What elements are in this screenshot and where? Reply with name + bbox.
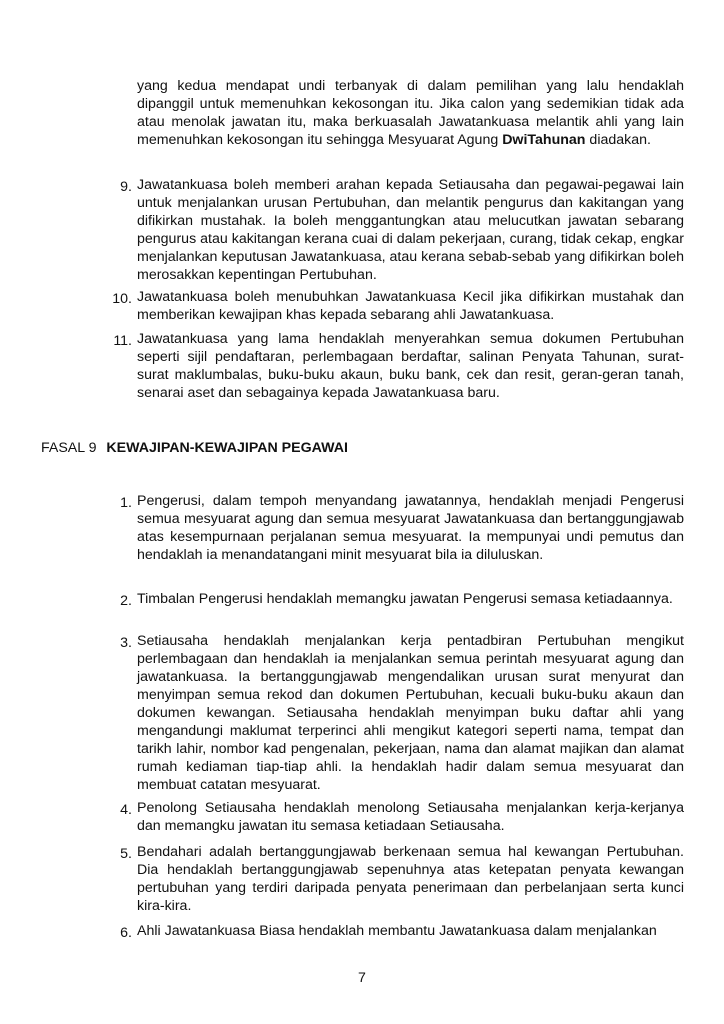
list-number: 9. [120, 179, 132, 195]
paragraph-text: diadakan. [585, 132, 651, 148]
list-text: Ahli Jawatankuasa Biasa hendaklah membantu Jawatankuasa dalam menjalankan [137, 923, 657, 939]
bold-term: DwiTahunan [502, 132, 586, 148]
continuation-paragraph [137, 77, 684, 149]
list-text: Jawatankuasa yang lama hendaklah menyerahkan semua dokumen Pertubuhan seperti sijil pendaftaran, perlembagaan berdaftar, salinan Penyata Tahunan, surat-surat maklumbalas, buku-buku akaun, buku bank, cek dan resit, geran-geran tanah, senarai aset dan sebagainya kepada Jawatankuasa baru. [137, 331, 684, 401]
section-title: KEWAJIPAN-KEWAJIPAN PEGAWAI [106, 440, 348, 456]
page-number: 7 [358, 970, 366, 986]
list-number: 4. [120, 802, 132, 818]
list-item-2 [100, 590, 684, 608]
list-item-11 [100, 330, 684, 402]
list-text: Penolong Setiausaha hendaklah menolong Setiausaha menjalankan kerja-kerjanya dan memangku jawatan itu semasa ketiadaan Setiausaha. [137, 800, 684, 834]
section-heading [41, 440, 348, 456]
list-item-9 [100, 176, 684, 284]
list-text: Jawatankuasa boleh menubuhkan Jawatankuasa Kecil jika difikirkan mustahak dan memberikan kewajipan khas kepada sebarang ahli Jawatankuasa. [137, 289, 684, 323]
section-label: FASAL 9 [41, 440, 97, 456]
paragraph-text: yang kedua mendapat undi terbanyak di dalam pemilihan yang lalu hendaklah dipanggil untuk memenuhkan kekosongan itu. Jika calon yang sedemikian tidak ada atau menolak jawatan itu, maka berkuasalah Jawatankuasa melantik ahli yang lain memenuhkan kekosongan itu sehingga Mesyuarat Agung [137, 78, 684, 148]
list-number: 10. [112, 291, 132, 307]
list-text: Bendahari adalah bertanggungjawab berkenaan semua hal kewangan Pertubuhan. Dia hendaklah bertanggungjawab sepenuhnya atas ketepatan penyata kewangan pertubuhan yang terdiri daripada penyata penerimaan dan perbelanjaan serta kunci kira-kira. [137, 844, 684, 914]
list-item-1 [100, 492, 684, 564]
list-text: Pengerusi, dalam tempoh menyandang jawatannya, hendaklah menjadi Pengerusi semua mesyuarat agung dan semua mesyuarat Jawatankuasa dan bertanggungjawab atas kesempurnaan perjalanan semua mesyuarat. Ia mempunyai undi pemutus dan hendaklah ia menandatangani minit mesyuarat bila ia diluluskan. [137, 493, 684, 563]
list-item-10 [100, 288, 684, 324]
list-number: 11. [113, 333, 132, 349]
list-number: 3. [120, 635, 132, 651]
list-text: Timbalan Pengerusi hendaklah memangku jawatan Pengerusi semasa ketiadaannya. [137, 591, 673, 607]
list-number: 6. [120, 925, 132, 941]
list-number: 1. [120, 495, 132, 511]
list-item-5 [100, 843, 684, 915]
list-number: 5. [120, 846, 132, 862]
list-text: Setiausaha hendaklah menjalankan kerja pentadbiran Pertubuhan mengikut perlembagaan dan hendaklah ia menjalankan semua perintah mesyuarat agung dan jawatankuasa. Ia bertanggungjawab mengendalikan urusan surat menyurat dan menyimpan semua rekod dan dokumen Pertubuhan, kecuali buku-buku akaun dan dokumen kewangan. Setiausaha hendaklah menyimpan buku daftar ahli yang mengandungi maklumat terperinci ahli mengikut kategori seperti nama, tempat dan tarikh lahir, nombor kad pengenalan, pekerjaan, nama dan alamat majikan dan alamat rumah kediaman tiap-tiap ahli. Ia hendaklah hadir dalam semua mesyuarat dan membuat catatan mesyuarat. [137, 633, 684, 793]
list-item-4 [100, 799, 684, 835]
list-number: 2. [120, 593, 132, 609]
list-item-3 [100, 632, 684, 794]
list-text: Jawatankuasa boleh memberi arahan kepada Setiausaha dan pegawai-pegawai lain untuk menjalankan urusan Pertubuhan, dan melantik pengurus dan kakitangan yang difikirkan mustahak. Ia boleh menggantungkan atau melucutkan jawatan sebarang pengurus atau kakitangan kerana cuai di dalam pekerjaan, curang, tidak cekap, engkar menjalankan keputusan Jawatankuasa, atau kerana sebab-sebab yang difikirkan boleh merosakkan kepentingan Pertubuhan. [137, 177, 684, 283]
list-item-6 [100, 922, 684, 940]
